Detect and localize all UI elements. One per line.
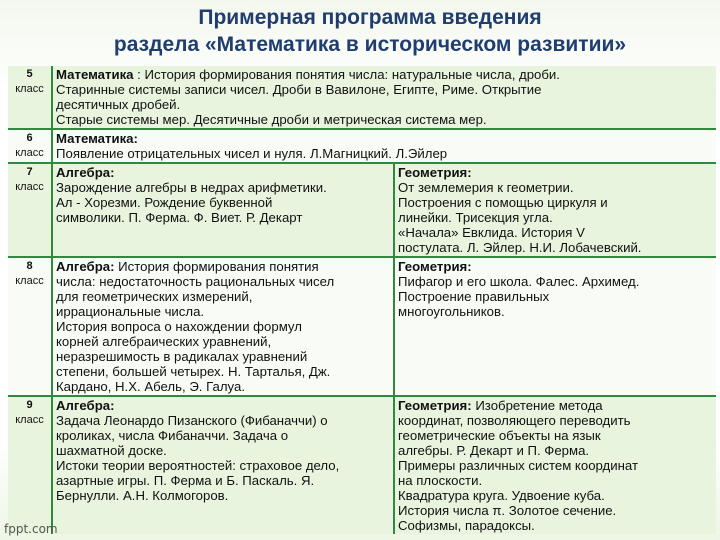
grade-word: класс — [15, 83, 44, 95]
content-line: Бернулли. А.Н. Колмогоров. — [56, 488, 229, 503]
content-line: Зарождение алгебры в недрах арифметики. — [56, 180, 327, 195]
content-line: Квадратура круга. Удвоение куба. — [398, 488, 605, 503]
grade-word: класс — [15, 275, 44, 287]
content-line — [56, 67, 713, 82]
content-line: Старинные системы записи чисел. Дроби в Вавилоне, Египте, Риме. Открытие — [56, 82, 542, 97]
grade-number: 6 — [26, 132, 33, 144]
grade-9-label — [8, 396, 52, 534]
content-line: геометрические объекты на язык — [398, 428, 601, 443]
content-line: постулата. Л. Эйлер. Н.И. Лобачевский. — [398, 240, 642, 255]
slide-title — [40, 4, 700, 58]
content-line: Ал - Хорезми. Рождение буквенной — [56, 195, 273, 210]
content-line: линейки. Трисекция угла. — [398, 210, 553, 225]
grade-7-algebra — [52, 163, 394, 257]
grade-8-algebra — [52, 257, 394, 396]
content-line: на плоскости. — [398, 473, 483, 488]
site-logo: fppt.com — [4, 522, 58, 536]
section-heading: Математика: — [56, 131, 138, 146]
content-line: кроликах, числа Фибаначчи. Задача о — [56, 428, 289, 443]
content-line: История числа π. Золотое сечение. — [398, 503, 617, 518]
title-line-2: раздела «Математика в историческом развитии» — [113, 33, 627, 56]
content-line: Пифагор и его школа. Фалес. Архимед. — [398, 274, 640, 289]
content-line — [398, 398, 713, 413]
grade-6-content — [52, 129, 716, 163]
grade-5-content — [52, 66, 716, 129]
grade-9-geometry — [394, 396, 716, 534]
content-line: иррациональные числа. — [56, 304, 205, 319]
grade-number: 7 — [26, 166, 33, 178]
content-line: многоугольников. — [398, 304, 505, 319]
grade-7-label — [8, 163, 52, 257]
content-line: Старые системы мер. Десятичные дроби и метрическая система мер. — [56, 112, 487, 127]
content-line: Задача Леонардо Пизанского (Фибаначчи) о — [56, 413, 328, 428]
content-line: десятичных дробей. — [56, 97, 181, 112]
content-line — [56, 259, 390, 274]
grade-8-geometry — [394, 257, 716, 396]
content-line: Истоки теории вероятностей: страховое дело, — [56, 458, 340, 473]
grade-8-label — [8, 257, 52, 396]
content-text: История формирования понятия — [114, 259, 319, 274]
grade-6-label — [8, 129, 52, 163]
algebra-heading: Алгебра: — [56, 398, 115, 413]
content-line: Построение правильных — [398, 289, 550, 304]
content-line: Софизмы, парадоксы. — [398, 518, 535, 533]
content-line: числа: недостаточность рациональных чисел — [56, 274, 335, 289]
content-line: для геометрических измерений, — [56, 289, 253, 304]
content-line: неразрешимость в радикалах уравнений — [56, 349, 308, 364]
program-table — [8, 66, 716, 534]
content-line: корней алгебраических уравнений, — [56, 334, 272, 349]
table-row-grade-7 — [8, 163, 716, 257]
table-row-grade-9 — [8, 396, 716, 534]
content-text: Изобретение метода — [471, 398, 603, 413]
content-line: алгебры. Р. Декарт и П. Ферма. — [398, 443, 590, 458]
content-line: шахматной доске. — [56, 443, 167, 458]
grade-word: класс — [15, 414, 44, 426]
content-line: координат, позволяющего переводить — [398, 413, 631, 428]
title-line-1: Примерная программа введения — [198, 6, 542, 29]
content-line: символики. П. Ферма. Ф. Виет. Р. Декарт — [56, 210, 303, 225]
algebra-heading: Алгебра: — [56, 165, 115, 180]
grade-7-geometry — [394, 163, 716, 257]
grade-number: 9 — [26, 399, 33, 411]
content-line: Кардано, Н.Х. Абель, Э. Галуа. — [56, 379, 246, 394]
geometry-heading: Геометрия: — [398, 398, 472, 413]
algebra-heading: Алгебра: — [56, 259, 115, 274]
geometry-heading: Геометрия: — [398, 165, 472, 180]
geometry-heading: Геометрия: — [398, 259, 472, 274]
content-line: «Начала» Евклида. История V — [398, 225, 585, 240]
table-row-grade-5 — [8, 66, 716, 129]
content-line: Примеры различных систем координат — [398, 458, 638, 473]
content-text: : История формирования понятия числа: натуральные числа, дроби. — [133, 67, 560, 82]
section-heading: Математика — [56, 67, 134, 82]
table-row-grade-6 — [8, 129, 716, 163]
content-line: Появление отрицательных чисел и нуля. Л.Магницкий. Л.Эйлер — [56, 146, 448, 161]
content-line: азартные игры. П. Ферма и Б. Паскаль. Я. — [56, 473, 315, 488]
grade-number: 5 — [26, 68, 33, 80]
table-row-grade-8 — [8, 257, 716, 396]
content-line: От землемерия к геометрии. — [398, 180, 574, 195]
grade-number: 8 — [26, 260, 33, 272]
grade-9-algebra — [52, 396, 394, 534]
grade-word: класс — [15, 147, 44, 159]
content-line: Построения с помощью циркуля и — [398, 195, 608, 210]
grade-word: класс — [15, 181, 44, 193]
content-line: История вопроса о нахождении формул — [56, 319, 302, 334]
content-line: степени, большей четырех. Н. Тарталья, Дж. — [56, 364, 331, 379]
grade-5-label — [8, 66, 52, 129]
